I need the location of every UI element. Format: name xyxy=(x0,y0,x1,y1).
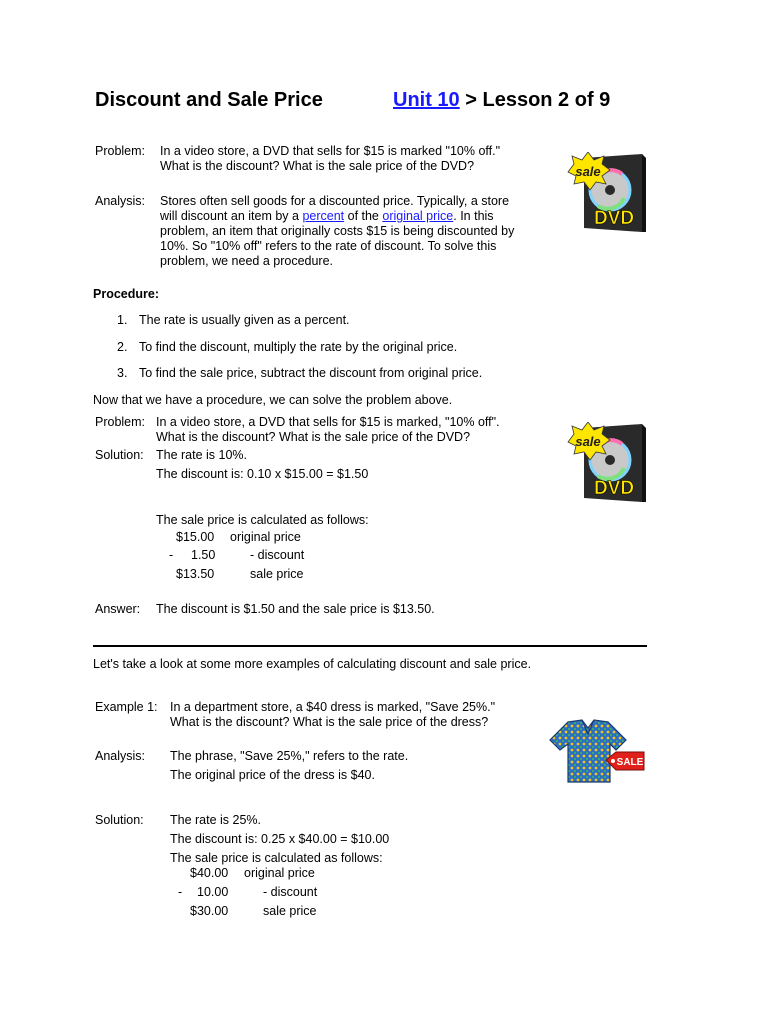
analysis-text: of the xyxy=(344,209,383,223)
problem-label: Problem: xyxy=(95,415,146,429)
unit-link[interactable]: Unit 10 xyxy=(393,89,460,111)
analysis-line: The original price of the dress is $40. xyxy=(170,768,375,782)
calc-amount: $13.50 xyxy=(176,567,215,581)
analysis-line: 10%. So "10% off" refers to the rate of discount. To solve this xyxy=(160,239,497,253)
step-number: 1. xyxy=(117,313,128,327)
problem-line: In a video store, a DVD that sells for $15 is marked, "10% off". xyxy=(156,415,500,429)
step-text: To find the sale price, subtract the discount from original price. xyxy=(139,366,483,380)
solution-discount: The discount is: 0.10 x $15.00 = $1.50 xyxy=(156,467,369,481)
analysis-text: . In this xyxy=(453,209,494,223)
analysis-line: problem, we need a procedure. xyxy=(160,254,334,268)
calc-amount: $15.00 xyxy=(176,530,215,544)
calc-desc: original price xyxy=(244,866,315,880)
solution-label: Solution: xyxy=(95,813,144,827)
step-text: The rate is usually given as a percent. xyxy=(139,313,350,327)
problem-line: What is the discount? What is the sale price of the DVD? xyxy=(160,159,475,173)
calc-amount: $40.00 xyxy=(190,866,229,880)
page-title: Discount and Sale Price xyxy=(95,89,323,111)
dvd-sale-word: sale xyxy=(575,434,601,449)
solution-rate: The rate is 10%. xyxy=(156,448,248,462)
calc-intro: The sale price is calculated as follows: xyxy=(156,513,369,527)
dvd-sale-icon xyxy=(566,422,646,504)
calc-amount: 1.50 xyxy=(191,548,216,562)
analysis-line xyxy=(160,209,494,224)
solution-line: The rate is 25%. xyxy=(170,813,262,827)
example-line: In a department store, a $40 dress is marked, "Save 25%." xyxy=(170,700,496,714)
analysis-line: Stores often sell goods for a discounted price. Typically, a store xyxy=(160,194,510,208)
calc-amount: 10.00 xyxy=(197,885,229,899)
percent-link[interactable]: percent xyxy=(302,209,345,223)
section-divider xyxy=(93,645,647,647)
dvd-sale-image xyxy=(566,422,646,504)
step-text: To find the discount, multiply the rate by the original price. xyxy=(139,340,458,354)
dvd-sale-image xyxy=(566,152,646,234)
solution-line: The discount is: 0.25 x $40.00 = $10.00 xyxy=(170,832,390,846)
shirt-sale-icon xyxy=(546,718,646,786)
analysis-line: problem, an item that originally costs $15 is being discounted by xyxy=(160,224,515,238)
example-label: Example 1: xyxy=(95,700,158,714)
analysis-text: will discount an item by a xyxy=(160,209,303,223)
transition-text: Now that we have a procedure, we can solve the problem above. xyxy=(93,393,453,407)
problem-line: In a video store, a DVD that sells for $15 is marked "10% off." xyxy=(160,144,501,158)
lesson-indicator: > Lesson 2 of 9 xyxy=(459,89,611,111)
dvd-sale-word: sale xyxy=(575,164,601,179)
example-line: What is the discount? What is the sale price of the dress? xyxy=(170,715,489,729)
problem-line: What is the discount? What is the sale price of the DVD? xyxy=(156,430,471,444)
calc-op: - xyxy=(178,885,183,899)
calc-desc: original price xyxy=(230,530,301,544)
calc-desc: - discount xyxy=(263,885,318,899)
analysis-label: Analysis: xyxy=(95,194,146,208)
calc-desc: - discount xyxy=(250,548,305,562)
calc-op: - xyxy=(169,548,174,562)
analysis-label: Analysis: xyxy=(95,749,146,763)
dvd-word: DVD xyxy=(593,208,635,229)
calc-amount: $30.00 xyxy=(190,904,229,918)
analysis-line: The phrase, "Save 25%," refers to the rate. xyxy=(170,749,409,763)
calc-desc: sale price xyxy=(263,904,317,918)
dvd-sale-icon xyxy=(566,152,646,234)
breadcrumb xyxy=(393,89,610,112)
procedure-heading: Procedure: xyxy=(93,287,159,301)
shirt-tag-word: SALE xyxy=(616,757,644,768)
step-number: 3. xyxy=(117,366,128,380)
step-number: 2. xyxy=(117,340,128,354)
original-price-link[interactable]: original price xyxy=(382,209,454,223)
answer-text: The discount is $1.50 and the sale price is $13.50. xyxy=(156,602,435,616)
answer-label: Answer: xyxy=(95,602,141,616)
calc-desc: sale price xyxy=(250,567,304,581)
shirt-sale-image xyxy=(546,718,646,786)
dvd-word: DVD xyxy=(593,478,635,499)
problem-label: Problem: xyxy=(95,144,146,158)
more-examples-intro: Let's take a look at some more examples of calculating discount and sale price. xyxy=(93,657,532,671)
solution-label: Solution: xyxy=(95,448,144,462)
solution-line: The sale price is calculated as follows: xyxy=(170,851,383,865)
